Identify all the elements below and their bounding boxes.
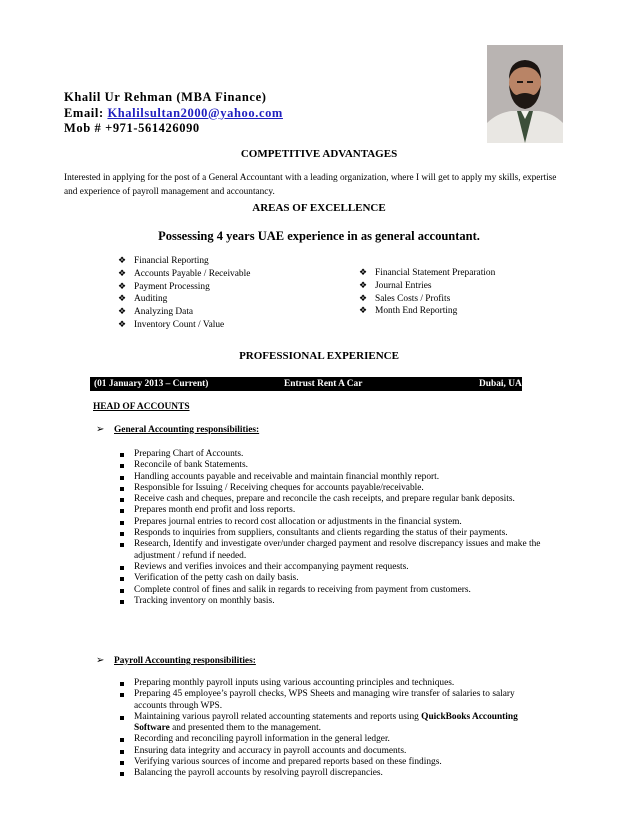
list-item: Preparing 45 employee’s payroll checks, WPS Sheets and managing wire transfer of salaries to salary accounts through WPS. [120,689,530,712]
list-item: Preparing Chart of Accounts. [120,449,550,460]
list-item: Tracking inventory on monthly basis. [120,596,550,607]
software-name: QuickBooks Accounting Software [134,711,518,734]
competitive-advantages-heading: COMPETITIVE ADVANTAGES [240,148,398,160]
skill-item: ❖ Month End Reporting [359,306,458,317]
skills-right-list [359,267,495,318]
list-item: Responsible for Issuing / Receiving cheques for accounts payable/receivable. [120,483,550,494]
diamond-bullet-icon: ❖ [118,307,127,318]
skill-item: ❖ Financial Reporting [118,256,209,266]
professional-experience-heading: PROFESSIONAL EXPERIENCE [239,350,399,362]
list-item: Research, Identify and investigate over/under charged payment and resolve discrepancy issues and make the adjustment / refund if needed. [120,539,550,562]
list-item: Verifying various sources of income and prepared reports based on these findings. [120,757,530,768]
list-item: Ensuring data integrity and accuracy in payroll accounts and documents. [120,746,530,757]
general-responsibilities-list [120,449,550,607]
diamond-bullet-icon: ❖ [359,293,368,304]
skill-item: ❖ Journal Entries [359,280,432,291]
company-name: Entrust Rent A Car [284,379,363,389]
list-item: Maintaining various payroll related accounting statements and reports using QuickBooks Accounting Software and presented them to the management. [120,712,530,735]
profile-photo [487,45,563,143]
list-item: Reviews and verifies invoices and their accompanying payment requests. [120,562,550,573]
job-location: Dubai, UAE [479,379,528,389]
list-item: Complete control of fines and salik in regards to receiving from payment from customers. [120,585,550,596]
diamond-bullet-icon: ❖ [359,268,368,278]
email-label: Email: [64,105,108,120]
email-line [64,106,283,122]
skills-left-list [118,255,250,332]
general-accounting-heading: ➢ General Accounting responsibilities: [96,424,260,435]
list-item: Receive cash and cheques, prepare and reconcile the cash receipts, and prepare regular bank deposits. [120,494,550,505]
skill-item: ❖ Analyzing Data [118,307,194,318]
list-item: Responds to inquiries from suppliers, consultants and clients regarding the status of their payments. [120,528,550,539]
job-period: (01 January 2013 – Current) [94,379,209,389]
payroll-responsibilities-list [120,678,530,780]
experience-summary: Possessing 4 years UAE experience in as general accountant. [158,229,480,243]
diamond-bullet-icon: ❖ [118,268,127,279]
list-item: Prepares journal entries to record cost allocation or adjustments in the financial system. [120,517,550,528]
skill-item: ❖ Inventory Count / Value [118,319,225,330]
job-header-bar [90,377,528,391]
arrow-bullet-icon: ➢ [96,655,105,666]
diamond-bullet-icon: ❖ [118,294,127,305]
objective-text: Interested in applying for the post of a General Accountant with a leading organization, where I will get to apply my skills, expertise and experience of payroll management and accountancy. [64,173,557,197]
skill-item: ❖ Financial Statement Preparation [359,268,496,278]
diamond-bullet-icon: ❖ [359,280,368,291]
skill-item: ❖ Sales Costs / Profits [359,293,451,304]
list-item: Preparing monthly payroll inputs using various accounting principles and techniques. [120,678,530,689]
list-item: Handling accounts payable and receivable and maintain financial monthly report. [120,472,550,483]
areas-of-excellence-heading: AREAS OF EXCELLENCE [252,202,386,214]
diamond-bullet-icon: ❖ [118,281,127,292]
list-item: Verification of the petty cash on daily basis. [120,573,550,584]
diamond-bullet-icon: ❖ [118,256,127,266]
mobile-line: Mob # +971-561426090 [64,121,200,135]
list-item: Prepares month end profit and loss reports. [120,505,550,516]
skill-item: ❖ Accounts Payable / Receivable [118,268,251,279]
arrow-bullet-icon: ➢ [96,424,105,435]
job-role: HEAD OF ACCOUNTS [93,402,190,412]
email-link[interactable]: Khalilsultan2000@yahoo.com [107,105,283,120]
list-item: Reconcile of bank Statements. [120,460,550,471]
payroll-accounting-heading: ➢ Payroll Accounting responsibilities: [96,655,256,666]
portrait-image [487,45,563,143]
diamond-bullet-icon: ❖ [118,319,127,330]
list-item: Balancing the payroll accounts by resolving payroll discrepancies. [120,768,530,779]
candidate-name: Khalil Ur Rehman (MBA Finance) [64,90,267,104]
diamond-bullet-icon: ❖ [359,306,368,317]
list-item: Recording and reconciling payroll information in the general ledger. [120,734,530,745]
contact-block [64,90,283,137]
skill-item: ❖ Payment Processing [118,281,210,292]
skill-item: ❖ Auditing [118,294,168,305]
